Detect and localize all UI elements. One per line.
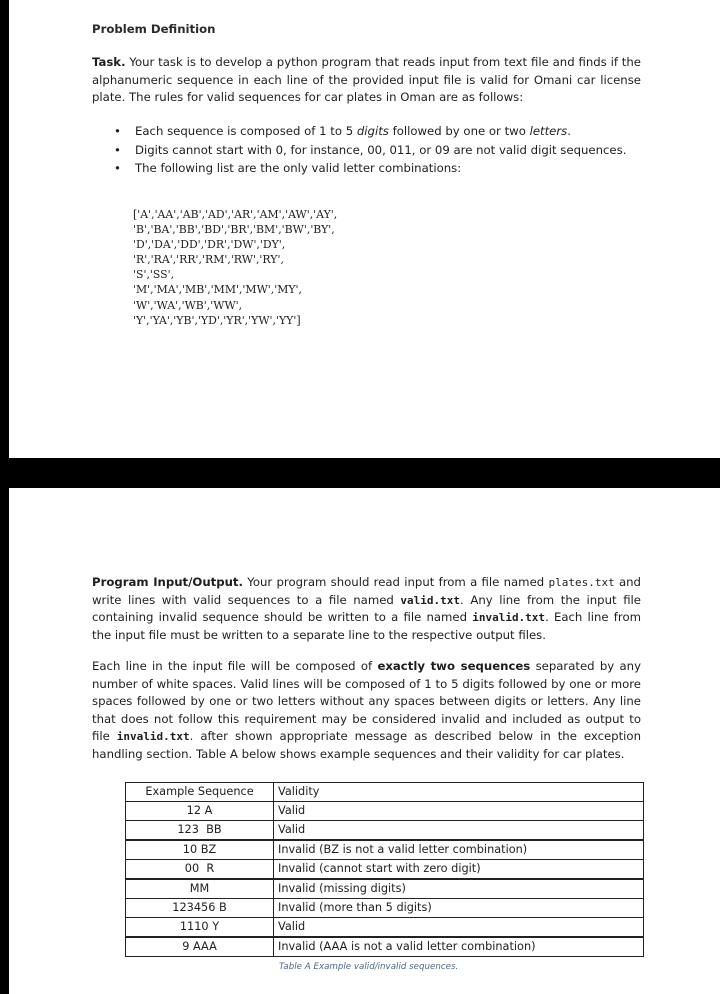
rule-emphasis: letters [529,124,568,138]
bullet-icon: • [114,142,121,157]
rule-emphasis: digits [356,124,389,138]
sequence-cell: 123 BB [126,821,274,841]
rule-text: The following list are the only valid letter combinations: [135,161,462,175]
table-row [126,899,644,918]
bullet-icon: • [114,161,121,175]
page-divider-band [0,458,720,488]
table-header: Validity [274,783,644,802]
table-row [126,937,644,957]
table-caption: Table A Example valid/invalid sequences. [279,962,459,972]
left-edge-bar [0,0,9,994]
table-header-row [126,783,644,802]
task-paragraph [92,54,641,107]
code-line: 'Y','YA','YB','YD','YR','YW','YY'] [133,313,301,327]
rule-item [112,122,632,141]
lines-text: Each line in the input file will be composed of [92,659,378,673]
code-line: 'M','MA','MB','MM','MW','MY', [133,283,303,297]
sequence-cell: 00 R [126,860,274,880]
task-label: Task. [92,55,126,69]
validity-cell: Invalid (more than 5 digits) [274,899,644,918]
rule-text: Each sequence is composed of 1 to 5 [135,124,357,138]
table-row [126,860,644,880]
filename-input: plates.txt [548,576,615,589]
rules-list [112,122,632,178]
io-label: Program Input/Output. [92,575,243,589]
code-line: 'B','BA','BB','BD','BR','BM','BW','BY', [133,223,335,237]
sequence-cell: 1110 Y [126,918,274,938]
section-heading: Problem Definition [92,22,216,36]
table-row [126,821,644,841]
validity-cell: Invalid (cannot start with zero digit) [274,860,644,880]
sequence-cell: 10 BZ [126,840,274,860]
io-text: . Any line from the input file containing invalid sequence should be written to a file named [92,592,641,624]
rule-text: followed by one or two [388,124,530,138]
table-row [126,918,644,938]
bullet-icon: • [114,124,121,138]
table-row [126,802,644,821]
io-text: and write lines with valid sequences to a file named [92,575,641,607]
filename-valid: valid.txt [400,593,461,607]
validity-cell: Valid [274,802,644,821]
table-row [126,879,644,899]
io-text: Your program should read input from a file named [242,575,549,589]
sequence-cell: 123456 B [126,899,274,918]
filename-invalid: invalid.txt [472,611,546,624]
validity-cell: Invalid (missing digits) [274,879,644,899]
validity-cell: Invalid (AAA is not a valid letter combination) [274,937,644,957]
table-header: Example Sequence [126,783,274,802]
table-row [126,840,644,860]
rule-item [112,141,632,160]
task-text: Your task is to develop a python program that reads input from text file and finds if the alphanumeric sequence in each line of the provided input file is valid for Omani car license plate. The rules for valid sequences for car plates in Oman are as follows: [92,55,641,104]
code-line: ['A','AA','AB','AD','AR','AM','AW','AY', [133,208,338,221]
code-line: 'S','SS', [133,268,175,282]
letter-combinations-list [133,207,337,328]
filename-invalid: invalid.txt [116,730,190,743]
validity-cell: Valid [274,821,644,841]
validity-cell: Invalid (BZ is not a valid letter combination) [274,840,644,860]
example-table [125,782,644,957]
sequence-cell: 12 A [126,802,274,821]
rule-item [112,159,632,178]
validity-cell: Valid [274,918,644,938]
code-line: 'W','WA','WB','WW', [133,298,243,312]
code-line: 'D','DA','DD','DR','DW','DY', [133,238,286,252]
lines-text: . after shown appropriate message as described below in the exception handling section. Table A below shows example sequences and their validity for car plates. [92,729,641,761]
sequence-cell: MM [126,879,274,899]
lines-emphasis: exactly two sequences [377,659,531,673]
line-format-paragraph [92,658,641,763]
rule-text: Digits cannot start with 0, for instance, 00, 011, or 09 are not valid digit sequences. [135,142,627,157]
lines-text: separated by any number of white spaces. Valid lines will be composed of 1 to 5 digits followed by one or more spaces followed by one or two letters without any spaces between digits or letters. Any line that does not follow this requirement may be considered invalid and included as output to file [92,659,641,743]
rule-text: . [567,124,571,138]
io-paragraph [92,574,641,644]
sequence-cell: 9 AAA [126,937,274,957]
io-text: . Each line from the input file must be written to a separate line to the respective output files. [92,610,641,642]
code-line: 'R','RA','RR','RM','RW','RY', [133,253,284,267]
